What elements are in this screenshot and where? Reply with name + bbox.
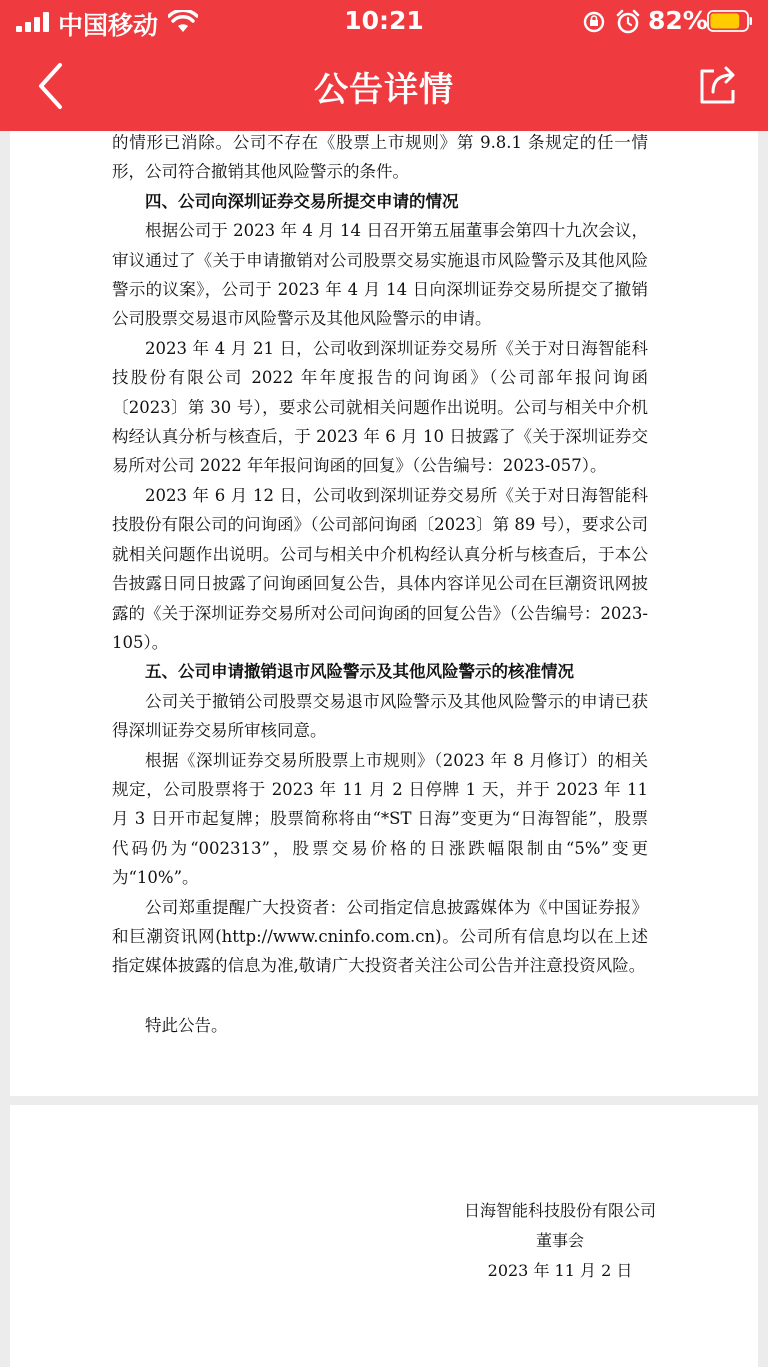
battery-percentage: 82%	[648, 6, 708, 35]
nav-bar	[0, 44, 768, 131]
paragraph: 公司关于撤销公司股票交易退市风险警示及其他风险警示的申请已获得深圳证券交易所审核同意。	[112, 691, 648, 741]
signature-date: 2023 年 11 月 2 日	[487, 1261, 633, 1280]
battery-icon	[707, 10, 753, 32]
paragraph: 2023 年 4 月 21 日，公司收到深圳证券交易所《关于对日海智能科技股份有限公司 2022 年年度报告的问询函》（公司部年报问询函〔2023〕第 30 号），要求公司就相关问题作出说明。公司与相关中介机构经认真分析与核查后，于 2023 年 6 月 10 日披露了《关于深圳证券交易所对公司 2022 年年报问询函的回复》（公告编号：2023-057）。	[112, 338, 648, 476]
share-button[interactable]	[694, 62, 742, 110]
signature-board: 董事会	[535, 1231, 584, 1250]
paragraph: 的情形已消除。公司不存在《股票上市规则》第 9.8.1 条规定的任一情形，公司符合撤销其他风险警示的条件。	[112, 133, 648, 182]
page-title: 公告详情	[314, 70, 454, 110]
paragraph: 根据公司于 2023 年 4 月 14 日召开第五届董事会第四十九次会议，审议通过了《关于申请撤销对公司股票交易实施退市风险警示及其他风险警示的议案》，公司于 2023 年 4 月 14 日向深圳证券交易所提交了撤销公司股票交易退市风险警示及其他风险警示的申请。	[112, 221, 648, 329]
header	[0, 0, 768, 131]
document-body	[112, 128, 648, 1040]
alarm-clock-icon	[615, 9, 641, 35]
signature-block	[430, 1196, 690, 1286]
spacer	[112, 981, 648, 1011]
status-bar	[0, 0, 768, 44]
paragraph: 公司郑重提醒广大投资者：公司指定信息披露媒体为《中国证券报》和巨潮资讯网(http://www.cninfo.com.cn)。公司所有信息均以在上述指定媒体披露的信息为准,敬请广大投资者关注公司公告并注意投资风险。	[112, 897, 648, 976]
signature-company: 日海智能科技股份有限公司	[463, 1201, 656, 1220]
clock: 10:21	[344, 6, 424, 35]
section-heading: 四、公司向深圳证券交易所提交申请的情况	[145, 191, 459, 211]
closing-line: 特此公告。	[145, 1015, 228, 1035]
section-heading: 五、公司申请撤销退市风险警示及其他风险警示的核准情况	[145, 662, 574, 682]
paragraph: 2023 年 6 月 12 日，公司收到深圳证券交易所《关于对日海智能科技股份有限公司的问询函》（公司部问询函〔2023〕第 89 号），要求公司就相关问题作出说明。公司与相关中介机构经认真分析与核查后，于本公告披露日同日披露了问询函回复公告，具体内容详见公司在巨潮资讯网披露的《关于深圳证券交易所对公司问询函的回复公告》（公告编号：2023-105）。	[112, 485, 648, 652]
carrier-name: 中国移动	[58, 11, 159, 40]
rotation-lock-icon	[583, 11, 605, 33]
paragraph: 根据《深圳证券交易所股票上市规则》（2023 年 8 月修订）的相关规定，公司股票将于 2023 年 11 月 2 日停牌 1 天，并于 2023 年 11 月 3 日开市起复牌；股票简称将由“*ST 日海”变更为“日海智能”，股票代码仍为“002313”，股票交易价格的日涨跌幅限制由“5%”变更为“10%”。	[112, 750, 648, 888]
